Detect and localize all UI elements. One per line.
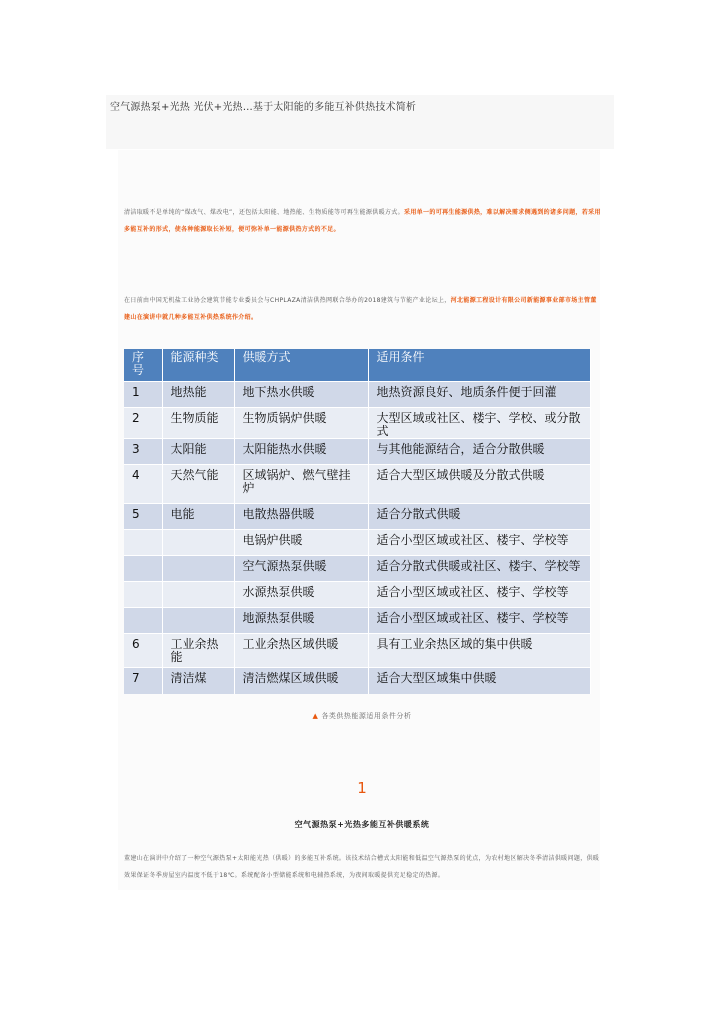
cell-method: 地下热水供暖: [234, 382, 368, 408]
table-row: [124, 608, 590, 634]
caption-text: 各类供热能源适用条件分析: [321, 712, 412, 720]
cell-energy: 太阳能: [162, 439, 234, 465]
cell-seq: [124, 582, 162, 608]
cell-condition: 与其他能源结合，适合分散供暖: [368, 439, 590, 465]
cell-method: 电锅炉供暖: [234, 530, 368, 556]
cell-seq: [124, 608, 162, 634]
header-seq: 序号: [124, 349, 162, 382]
cell-energy: [162, 582, 234, 608]
table-row: [124, 556, 590, 582]
cell-seq: [124, 530, 162, 556]
cell-condition: 适合小型区域或社区、楼宇、学校等: [368, 530, 590, 556]
cell-energy: 电能: [162, 504, 234, 530]
table-row: [124, 530, 590, 556]
cell-energy: 清洁煤: [162, 668, 234, 694]
table-row: [124, 382, 590, 408]
cell-energy: 地热能: [162, 382, 234, 408]
document-title: 空气源热泵+光热 光伏+光热…基于太阳能的多能互补供热技术简析: [110, 102, 417, 113]
table-row: [124, 668, 590, 694]
cell-energy: [162, 608, 234, 634]
cell-method: 太阳能热水供暖: [234, 439, 368, 465]
cell-method: 空气源热泵供暖: [234, 556, 368, 582]
cell-seq: 3: [124, 439, 162, 465]
cell-condition: 适合分散式供暖或社区、楼宇、学校等: [368, 556, 590, 582]
cell-seq: 1: [124, 382, 162, 408]
intro-highlight: 采用单一的可再生能源供热，难以解决需求侧遇到的诸多问题，若采用多能互补的形式，使各种能源取长补短，便可弥补单一能源供热方式的不足。: [124, 209, 601, 233]
table-caption: [124, 711, 600, 721]
cell-method: 区域锅炉、燃气壁挂炉: [234, 465, 368, 504]
cell-condition: 大型区域或社区、楼宇、学校、或分散式: [368, 408, 590, 439]
cell-energy: [162, 530, 234, 556]
table-row: [124, 634, 590, 668]
header-energy-type: 能源种类: [162, 349, 234, 382]
intro-text: 清洁取暖不是单纯的“煤改气、煤改电”，还包括太阳能、地热能、生物质能等可再生能源供暖方式。: [124, 209, 404, 216]
cell-seq: 7: [124, 668, 162, 694]
cell-condition: 适合小型区域或社区、楼宇、学校等: [368, 582, 590, 608]
cell-energy: 工业余热能: [162, 634, 234, 668]
cell-condition: 适合大型区域集中供暖: [368, 668, 590, 694]
table-row: [124, 408, 590, 439]
energy-table-container: [124, 349, 590, 694]
table-header-row: [124, 349, 590, 382]
cell-seq: [124, 556, 162, 582]
cell-seq: 4: [124, 465, 162, 504]
cell-seq: 5: [124, 504, 162, 530]
cell-condition: 适合大型区域供暖及分散式供暖: [368, 465, 590, 504]
cell-seq: 6: [124, 634, 162, 668]
table-row: [124, 582, 590, 608]
forum-highlight: 河北能源工程设计有限公司新能源事业部市场主管董建山在演讲中就几种多能互补供热系统作介绍。: [124, 297, 597, 321]
cell-method: 生物质锅炉供暖: [234, 408, 368, 439]
cell-energy: [162, 556, 234, 582]
cell-condition: 具有工业余热区域的集中供暖: [368, 634, 590, 668]
cell-method: 地源热泵供暖: [234, 608, 368, 634]
cell-method: 工业余热区域供暖: [234, 634, 368, 668]
cell-method: 水源热泵供暖: [234, 582, 368, 608]
cell-condition: 地热资源良好、地质条件便于回灌: [368, 382, 590, 408]
cell-seq: 2: [124, 408, 162, 439]
section-paragraph: 董建山在演讲中介绍了一种空气源热泵+太阳能光热（供暖）的多能互补系统。该技术结合槽式太阳能和低温空气源热泵的优点，为农村地区解决冬季清洁供暖问题，供暖效果保证冬季房屋室内温度不低于18℃。系统配备小型储能系统和电辅热系统，为夜间取暖提供充足稳定的热源。: [124, 855, 600, 879]
table-row: [124, 439, 590, 465]
energy-table: [124, 349, 591, 694]
cell-method: 电散热器供暖: [234, 504, 368, 530]
triangle-icon: ▲: [312, 712, 319, 720]
intro-paragraph: [124, 204, 602, 238]
section-number: 1: [357, 779, 367, 797]
cell-energy: 天然气能: [162, 465, 234, 504]
table-row: [124, 465, 590, 504]
header-heating-method: 供暖方式: [234, 349, 368, 382]
cell-condition: 适合分散式供暖: [368, 504, 590, 530]
cell-method: 清洁燃煤区域供暖: [234, 668, 368, 694]
cell-condition: 适合小型区域或社区、楼宇、学校等: [368, 608, 590, 634]
forum-text: 在日前由中国无机盐工业协会建筑节能专业委员会与CHPLAZA清洁供热网联合举办的2018建筑与节能产业论坛上，: [124, 297, 451, 304]
header-conditions: 适用条件: [368, 349, 590, 382]
table-row: [124, 504, 590, 530]
section-title: 空气源热泵+光热多能互补供暖系统: [294, 820, 430, 829]
cell-energy: 生物质能: [162, 408, 234, 439]
forum-paragraph: [124, 292, 602, 326]
